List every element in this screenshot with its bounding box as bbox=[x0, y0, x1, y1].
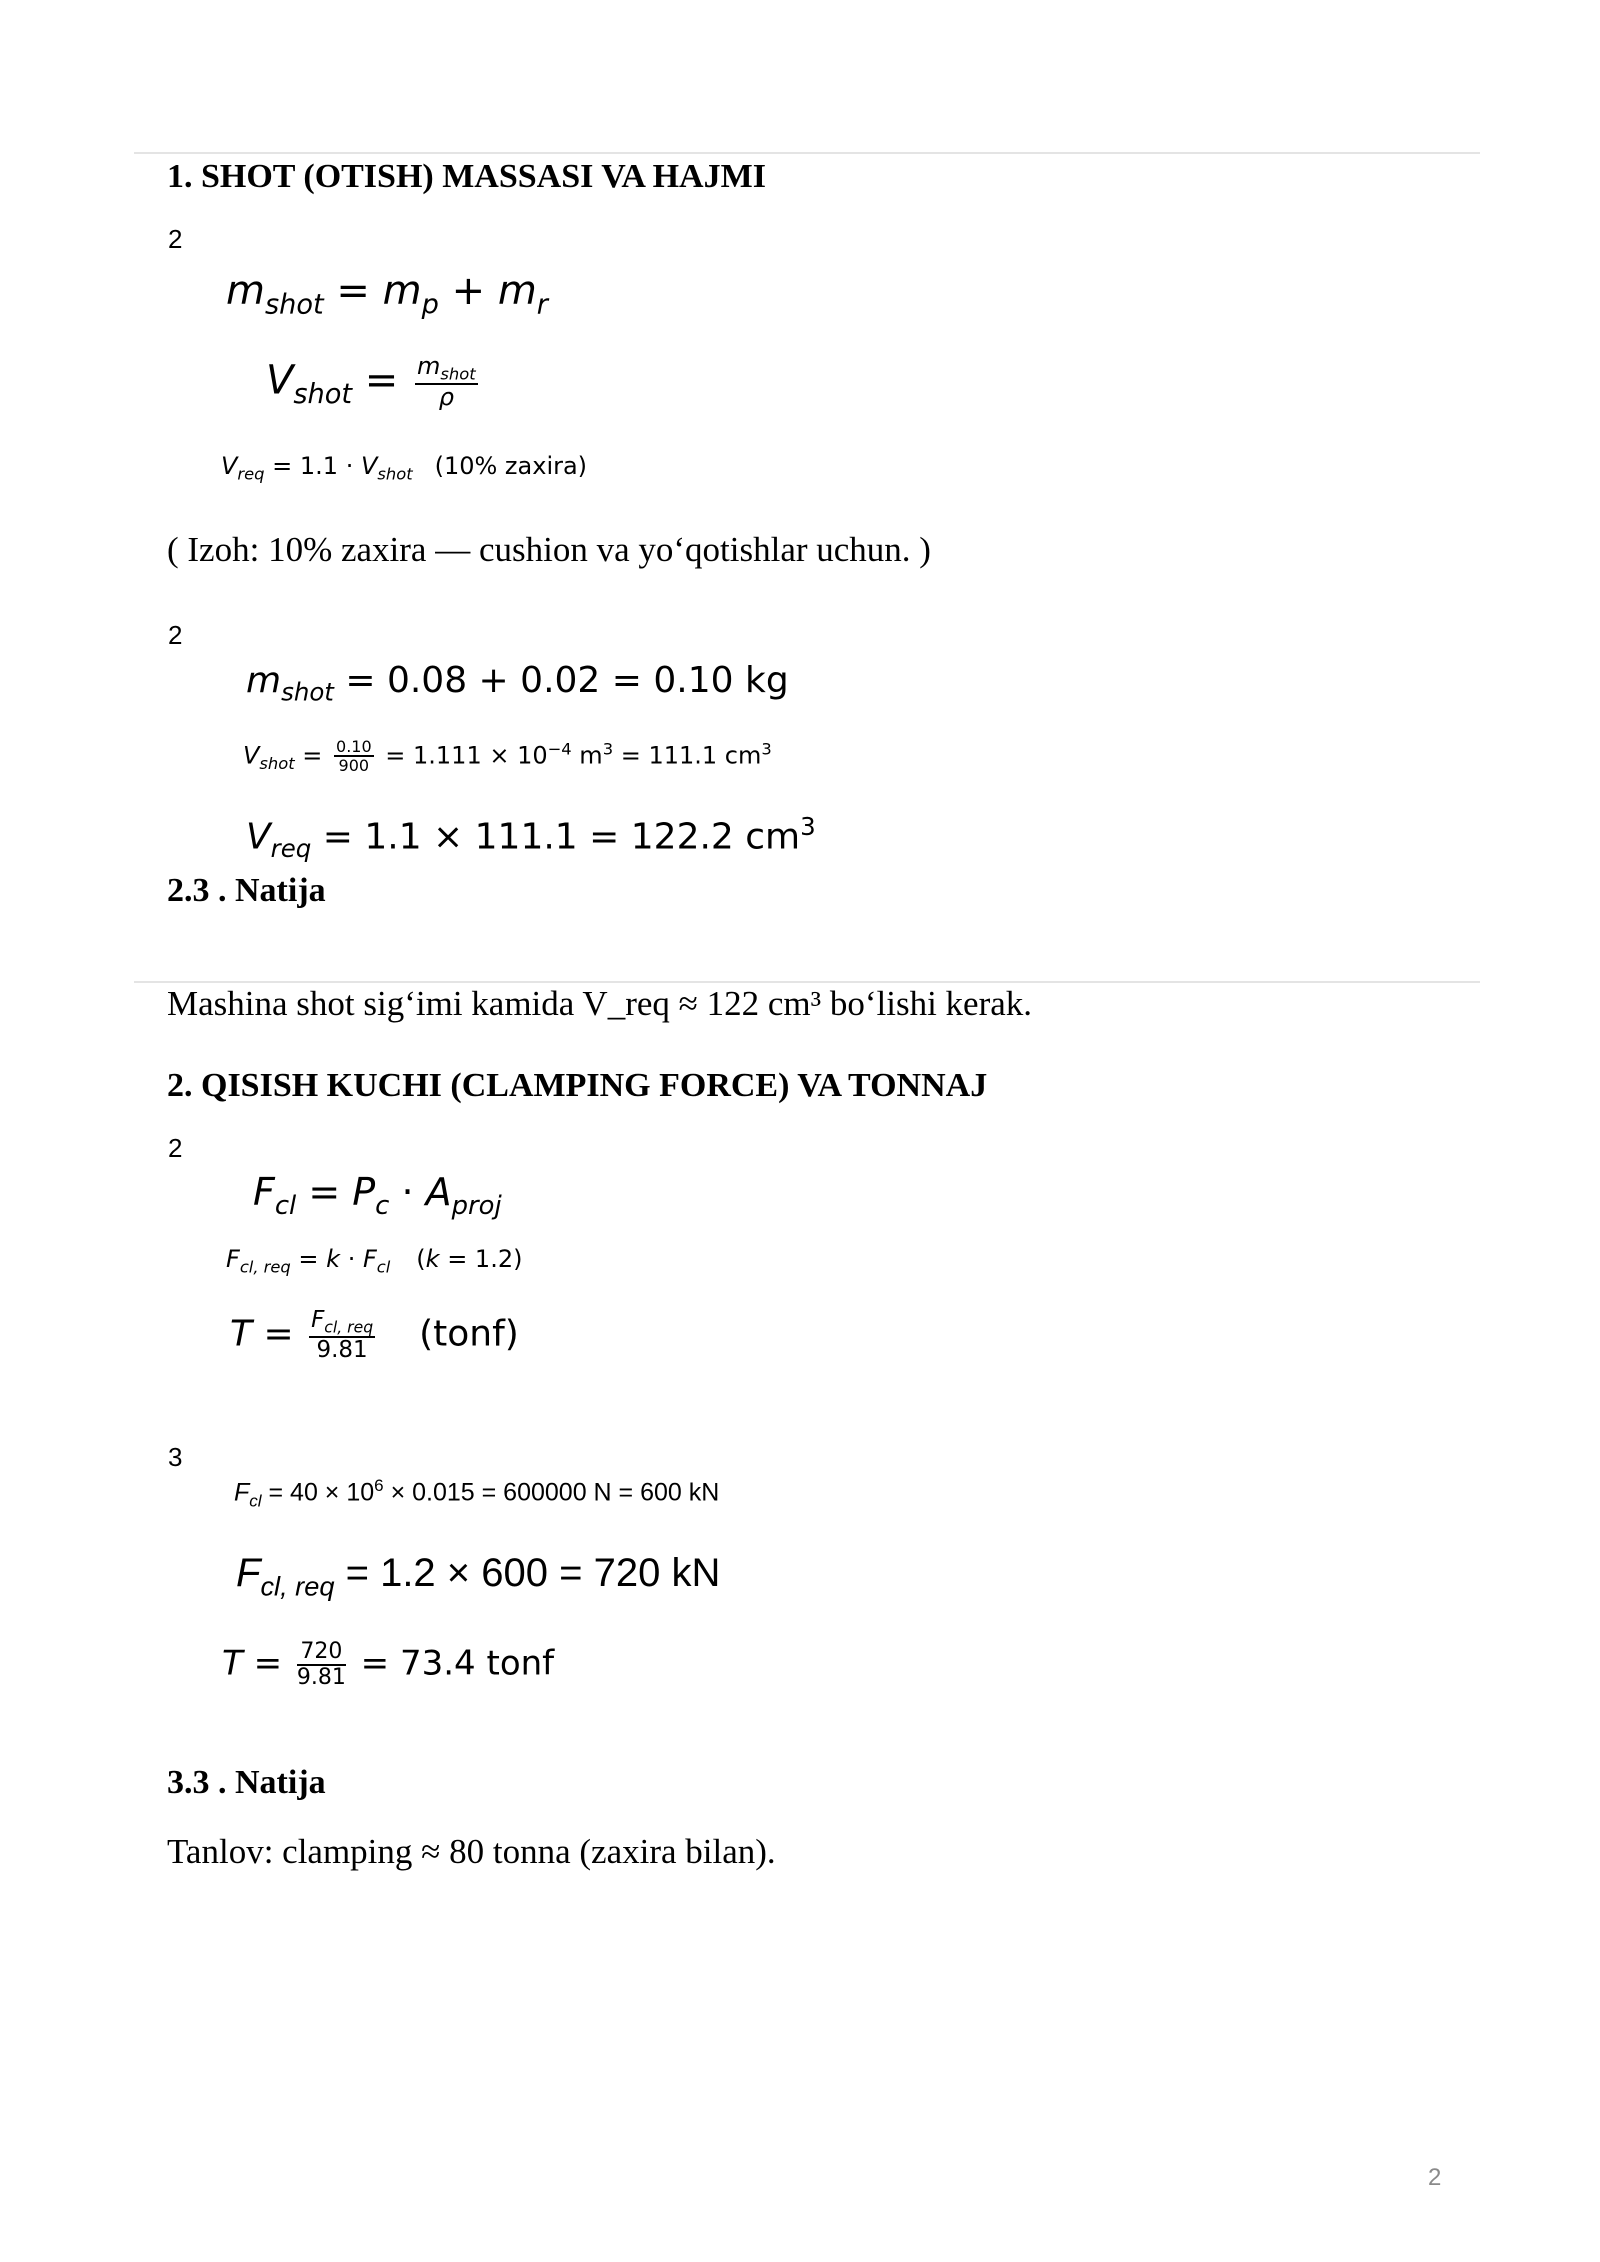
section-1-heading: 1. SHOT (OTISH) MASSASI VA HAJMI bbox=[167, 158, 766, 195]
reserve-note: ( Izoh: 10% zaxira — cushion va yo‘qotishlar uchun. ) bbox=[167, 530, 931, 569]
section-2-heading: 2. QISISH KUCHI (CLAMPING FORCE) VA TONNAJ bbox=[167, 1067, 988, 1104]
equation-shot-mass: $m_{shot} = m_p + m_r$ bbox=[226, 268, 548, 321]
cropped-subheading-fragment: 2 bbox=[168, 224, 183, 254]
equation-required-volume: $V_{req} = 1.1 \cdot V_{shot}$ (10% zaxira) bbox=[221, 452, 588, 484]
calc-clamping-force: $F_{cl} = 40 \times 10^6 \times 0.015 = 600000$ N = 600 kN bbox=[234, 1476, 720, 1511]
calc-shot-volume: $V_{shot}$ = $\frac{0.10}{900}$ = $1.111 \times 10^{-4}$ $m^3 = 111.1$ $cm^3$ bbox=[243, 737, 772, 776]
cropped-subheading-fragment: 3 bbox=[168, 1442, 183, 1472]
equation-clamping-force: $F_{cl} = P_c \cdot A_{proj}$ bbox=[253, 1170, 502, 1222]
calc-shot-mass: $m_{shot} = 0.08 + 0.02 = 0.10$ kg bbox=[246, 660, 789, 707]
page-number: 2 bbox=[1428, 2164, 1442, 2191]
result-text-volume: Mashina shot sig‘imi kamida V_req ≈ 122 cm³ bo‘lishi kerak. bbox=[167, 984, 1033, 1023]
calc-required-clamping-force: $F_{cl, req} = 1.2 \times 600 = 720$ kN bbox=[236, 1551, 721, 1602]
result-text-tonnage: Tanlov: clamping ≈ 80 tonna (zaxira bilan). bbox=[167, 1832, 776, 1871]
cropped-subheading-fragment: 2 bbox=[168, 620, 183, 650]
calc-required-volume: $V_{req} = 1.1 \times 111.1 = 122.2$ $cm^3$ bbox=[246, 812, 816, 864]
result-heading-3-3: 3.3 . Natija bbox=[167, 1764, 326, 1801]
top-divider bbox=[134, 152, 1480, 154]
result-heading-2-3: 2.3 . Natija bbox=[167, 872, 326, 909]
equation-required-clamping-force: $F_{cl, req} = k \cdot F_{cl}$ (k = 1.2) bbox=[226, 1245, 523, 1277]
calc-tonnage: T = $\frac{720}{9.81}$ = 73.4 tonf bbox=[222, 1639, 555, 1690]
result-divider bbox=[134, 981, 1480, 983]
equation-shot-volume: $V_{shot}$ = $\frac{m_{shot}}{\rho}$ bbox=[266, 352, 476, 412]
equation-tonnage: T = $\frac{F_{cl, req}}{9.81}$ (tonf) bbox=[230, 1307, 519, 1364]
cropped-subheading-fragment: 2 bbox=[168, 1133, 183, 1163]
